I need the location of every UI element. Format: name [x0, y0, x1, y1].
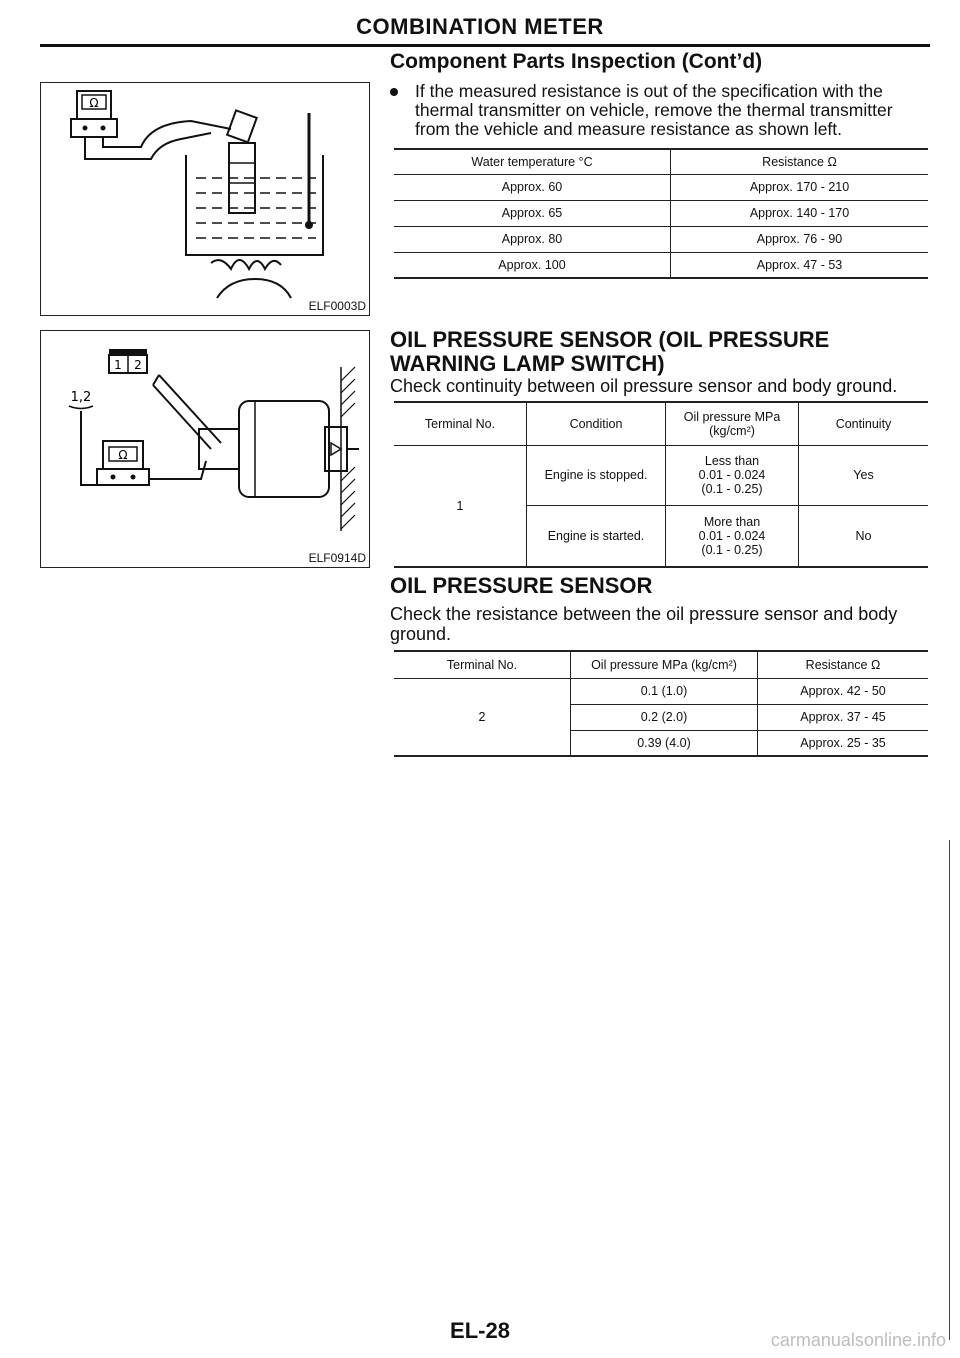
- thermal-transmitter-diagram: [41, 83, 369, 315]
- table-header-row: [394, 150, 928, 174]
- table-cell: 2: [394, 678, 571, 756]
- column-header: Oil pressure MPa (kg/cm²): [666, 403, 799, 445]
- column-header: Resistance Ω: [758, 652, 929, 678]
- pressure-line: 0.01 - 0.024: [698, 528, 766, 543]
- pressure-line: 0.01 - 0.024: [698, 468, 766, 482]
- pressure-line: Less than: [704, 454, 760, 468]
- meter-symbol: Ω: [118, 448, 128, 462]
- table-row: [394, 445, 928, 505]
- pressure-line: (0.1 - 0.25): [701, 482, 763, 496]
- table-cell: Engine is started.: [527, 505, 666, 567]
- column-header: Terminal No.: [394, 652, 571, 678]
- bullet-text: If the measured resistance is out of the specification with the thermal transmitter on vehicle, remove the thermal transmitter from the vehicle and measure resistance as shown left.: [415, 81, 893, 139]
- column-header: Water temperature °C: [394, 150, 671, 174]
- table-row: [394, 174, 928, 200]
- table-cell: 0.1 (1.0): [571, 678, 758, 704]
- oil-warning-text: Check continuity between oil pressure sensor and body ground.: [390, 376, 898, 396]
- column-header: Condition: [527, 403, 666, 445]
- table-cell: [666, 445, 799, 505]
- table-cell: Approx. 76 - 90: [671, 226, 929, 252]
- terminal-label: 1,2: [70, 390, 92, 405]
- table-cell: Engine is stopped.: [527, 445, 666, 505]
- table-header-row: [394, 403, 928, 445]
- figure-oil-pressure-sensor: [40, 330, 370, 568]
- table-cell: 0.39 (4.0): [571, 730, 758, 756]
- table-cell: 0.2 (2.0): [571, 704, 758, 730]
- table-cell: Approx. 80: [394, 226, 671, 252]
- oil-warning-table: [394, 403, 928, 568]
- table-row: [394, 200, 928, 226]
- table-cell: No: [799, 505, 929, 567]
- section-title: Component Parts Inspection (Cont’d): [390, 50, 763, 73]
- pressure-line: (0.1 - 0.25): [701, 542, 763, 557]
- table-cell: Yes: [799, 445, 929, 505]
- oil-warning-title: OIL PRESSURE SENSOR (OIL PRESSURE WARNING LAMP SWITCH): [390, 327, 830, 376]
- connector-pin-2: 2: [134, 358, 142, 372]
- thermal-resistance-table: [394, 150, 928, 279]
- header-rule: [40, 44, 930, 47]
- pressure-line: More than: [703, 514, 761, 529]
- watermark: carmanualsonline.info: [770, 1330, 946, 1350]
- figure-code: ELF0914D: [308, 551, 366, 565]
- connector-pin-1: 1: [114, 358, 122, 372]
- table-cell: Approx. 42 - 50: [758, 678, 929, 704]
- oil-sensor-title: OIL PRESSURE SENSOR: [390, 573, 653, 598]
- bullet-paragraph: [390, 82, 930, 142]
- table-cell: 1: [394, 445, 527, 567]
- table-row: [394, 252, 928, 278]
- page-header: COMBINATION METER: [356, 14, 604, 39]
- table-row: [394, 226, 928, 252]
- table-header-row: [394, 652, 928, 678]
- bullet-icon: [390, 88, 398, 96]
- column-header: Resistance Ω: [671, 150, 929, 174]
- oil-sensor-table: [394, 652, 928, 757]
- table-row: [394, 678, 928, 704]
- column-header: Continuity: [799, 403, 929, 445]
- table-cell: Approx. 100: [394, 252, 671, 278]
- oil-sensor-text: Check the resistance between the oil pressure sensor and body ground.: [390, 604, 898, 644]
- meter-symbol: Ω: [89, 96, 99, 110]
- table-cell: [666, 505, 799, 567]
- table-cell: Approx. 25 - 35: [758, 730, 929, 756]
- table-cell: Approx. 60: [394, 174, 671, 200]
- column-header: Terminal No.: [394, 403, 527, 445]
- figure-code: ELF0003D: [308, 299, 366, 313]
- scan-edge-line: [949, 840, 950, 1340]
- table-cell: Approx. 140 - 170: [671, 200, 929, 226]
- table-cell: Approx. 47 - 53: [671, 252, 929, 278]
- table-cell: Approx. 65: [394, 200, 671, 226]
- table-cell: Approx. 170 - 210: [671, 174, 929, 200]
- page-number: EL-28: [450, 1318, 510, 1343]
- figure-thermal-transmitter: [40, 82, 370, 316]
- table-cell: Approx. 37 - 45: [758, 704, 929, 730]
- oil-pressure-sensor-diagram: [41, 331, 369, 567]
- column-header: Oil pressure MPa (kg/cm²): [571, 652, 758, 678]
